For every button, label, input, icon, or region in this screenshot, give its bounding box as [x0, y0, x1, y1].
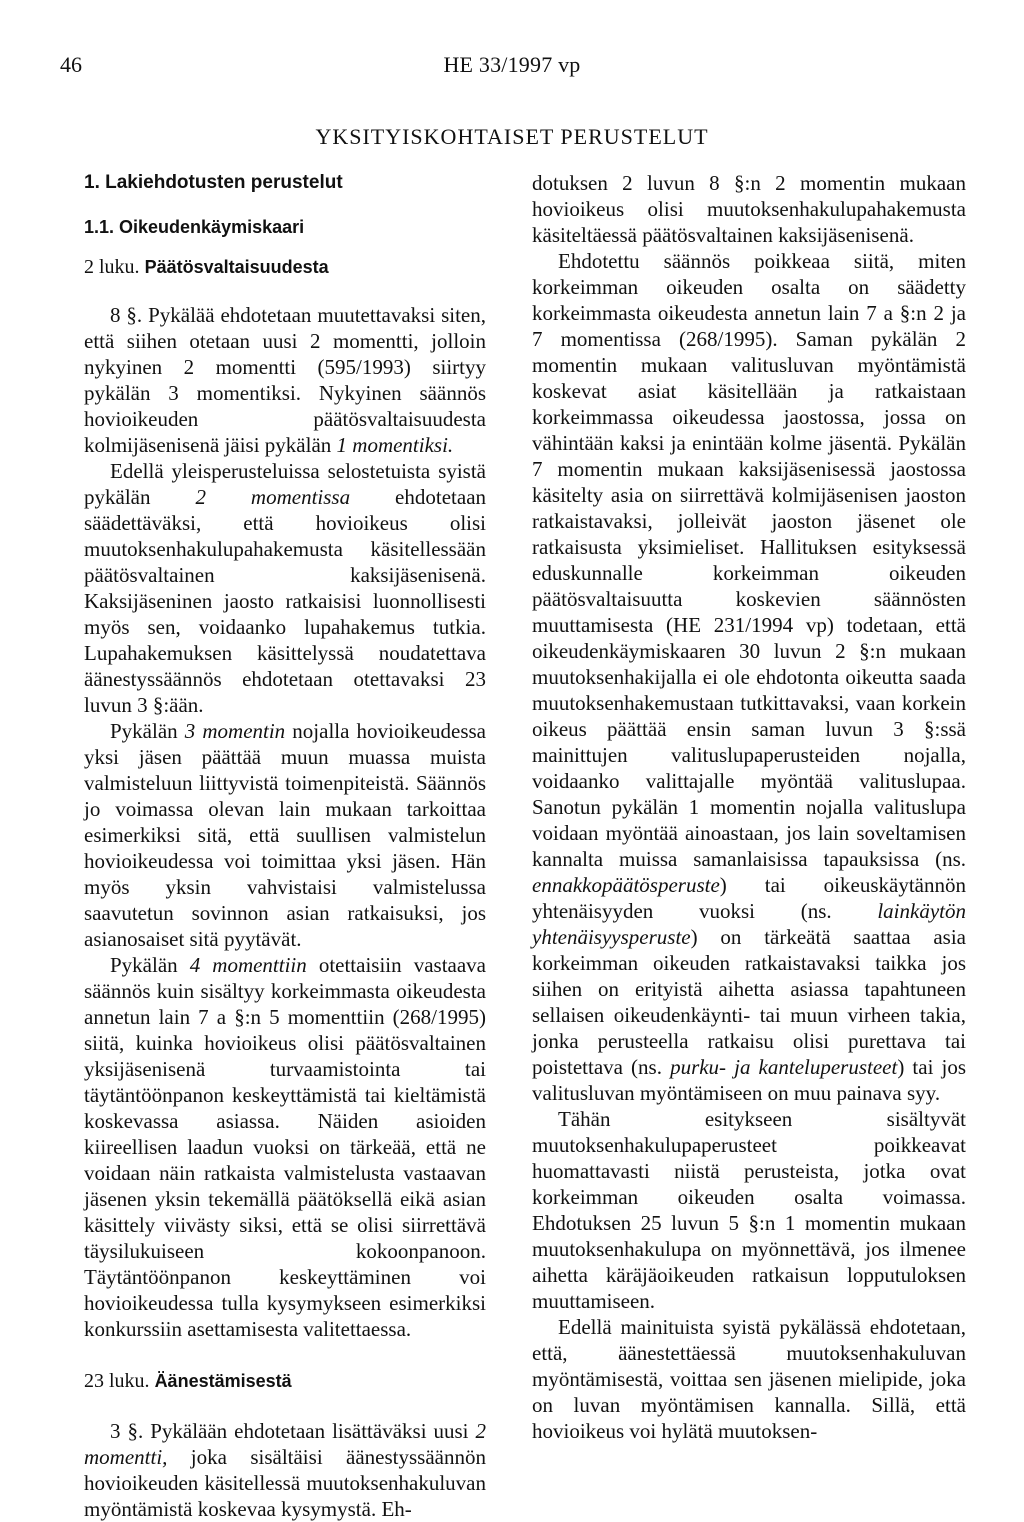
text: 8 §. Pykälää ehdotetaan muutettavaksi siten, että siihen otetaan uusi 2 momentti, jolloin nykyinen 2 momentti (595/1993) siirtyy pykälän 3 momentiksi. Nykyinen säännös hovioikeuden päätösvaltaisuudesta kolmijäsenisenä jäisi pykälän	[84, 303, 486, 457]
paragraph-aanestaminen: Edellä mainituista syistä pykälässä ehdotetaan, että, äänestettäessä muutoksenhakuluvan myöntämisestä, voittaa sen jäsenen mielipide, joka on luvan myöntämisen kannalla. Sillä, että hovioikeus voi hylätä muutoksen-	[532, 1315, 966, 1443]
text: 3 §. Pykälään ehdotetaan lisättäväksi uusi	[110, 1419, 476, 1443]
paragraph-muutoksenhakulupaperusteet: Tähän esitykseen sisältyvät muutoksenhakulupaperusteet poikkeavat huomattavasti niistä perusteista, jotka ovat korkeimman oikeuden osalta voimassa. Ehdotuksen 25 luvun 5 §:n 1 momentin mukaan muutoksenhakulupa on myönnettävä, jos ilmenee aihetta käräjäoikeuden ratkaisun lopputuloksen muuttamiseen.	[532, 1107, 966, 1313]
italic-text: 1 momentiksi.	[336, 433, 454, 457]
paragraph-8-section	[84, 302, 486, 458]
chapter-23-number: 23 luku.	[84, 1370, 150, 1392]
text: nojalla hovioikeudessa yksi jäsen päättää muun muassa muista valmisteluun liittyvistä toimenpiteistä. Säännös jo voimassa olevan lain mukaan tarkoittaa esimerkiksi sitä, että suullisen valmistelun hovioikeudessa voi toimittaa yksi jäsen. Hän myös yksin vahvistaisi valmistelussa saavutetun sovinnon asian ratkaisuksi, jos asianosaiset sitä pyytävät.	[84, 719, 487, 951]
paragraph-3-section	[84, 1418, 486, 1522]
paragraph-korkein-oikeus	[532, 248, 966, 1106]
italic-text: 2 momentti,	[84, 1419, 486, 1469]
running-title: HE 33/1997 vp	[443, 52, 581, 77]
text: Pykälän	[110, 719, 185, 743]
italic-text: ennakkopäätösperuste	[532, 873, 720, 897]
right-column	[532, 170, 966, 1444]
text: Pykälän	[110, 953, 190, 977]
italic-text: lainkäytön yhtenäisyysperuste	[532, 899, 966, 949]
heading-chapter-2	[84, 254, 486, 280]
text: otettaisiin vastaava säännös kuin sisältyy korkeimmasta oikeudesta annetun lain 7 a §:n 5 momenttiin (268/1995) siitä, kuinka hovioikeus olisi päätösvaltainen yksijäsenisenä turvaamistointa tai täytäntöönpanon keskeyttämistä tai kieltämistä koskevassa asiassa. Näiden asioiden kiireellisen laadun vuoksi on tärkeää, että ne voidaan näin ratkaista valmistelusta vastaavan jäsenen yksin tekemällä päätöksellä eikä asian käsittely viivästy siksi, että se olisi siirrettävä täysilukuiseen kokoonpanoon. Täytäntöönpanon keskeyttäminen voi hovioikeudessa tulla kysymykseen esimerkiksi konkurssiin asettamisesta valitettaessa.	[84, 953, 486, 1341]
paragraph-continuation: dotuksen 2 luvun 8 §:n 2 momentin mukaan hovioikeus olisi muutoksenhakulupahakemusta käsiteltäessä päätösvaltainen kaksijäsenisenä.	[532, 171, 966, 247]
chapter-2-title: Päätösvaltaisuudesta	[144, 257, 329, 277]
text: Ehdotettu säännös poikkeaa siitä, miten korkeimman oikeuden osalta on säädetty korkeimmasta oikeudesta annetun lain 7 a §:n 2 ja 7 momentissa (268/1995). Saman pykälän 2 momentin mukaan valitusluvan myöntämistä koskevat asiat käsitellään ja ratkaistaan korkeimmassa oikeudessa jaostossa, jossa on vähintään kaksi ja enintään kolme jäsentä. Pykälän 7 momentin mukaan kaksijäsenisessä jaostossa käsitelty asia on siirrettävä kolmijäsenisen jaoston ratkaistavaksi, jolleivät jaoston jäsenet ole ratkaisusta yksimieliset. Hallituksen esityksessä eduskunnalle korkeimman oikeuden päätösvaltaisuutta koskevien säännösten muuttamisesta (HE 231/1994 vp) todetaan, että oikeudenkäymiskaaren 30 luvun 2 §:n mukaan muutoksenhakijalla ei ole ehdotonta oikeutta saada muutoksenhakemustaan tutkittavaksi, vaan korkein oikeus päättää ensin saman luvun 3 §:ssä mainittujen valituslupaperusteiden nojalla, voidaanko valittajalle myöntää valituslupaa. Sanotun pykälän 1 momentin nojalla valituslupa voidaan myöntää ainoastaan, jos lain soveltamisen kannalta muissa samanlaisissa tapauksissa (ns.	[532, 249, 966, 871]
paragraph-3-momentti	[84, 718, 486, 952]
heading-chapter-23	[84, 1368, 486, 1394]
italic-text: 4 momenttiin	[189, 953, 307, 977]
left-column	[84, 170, 486, 1522]
text: ) on tärkeätä saattaa asia korkeimman oikeuden ratkaistavaksi taikka jos siihen on erityistä aihetta asiassa tapahtuneen sellaisen oikeudenkäynti- tai muun virheen takia, jonka perusteella ratkaisu olisi purettava tai poistettava (ns.	[532, 925, 966, 1079]
chapter-23-title: Äänestämisestä	[154, 1371, 292, 1391]
paragraph-2-momentti	[84, 458, 486, 718]
text: joka sisältäisi äänestyssäännön hovioikeuden käsitellessä muutoksenhakuluvan myöntämistä koskevaa kysymystä. Eh-	[84, 1445, 486, 1521]
section-heading: YKSITYISKOHTAISET PERUSTELUT	[315, 124, 709, 149]
text: ) tai jos valitusluvan myöntämiseen on muu painava syy.	[532, 1055, 967, 1105]
paragraph-4-momentti	[84, 952, 486, 1342]
heading-oikeudenkaymiskaari: 1.1. Oikeudenkäymiskaari	[84, 217, 305, 237]
page-number: 46	[60, 52, 82, 77]
italic-text: 3 momentin	[184, 719, 286, 743]
text: ehdotetaan säädettäväksi, että hovioikeus olisi muutoksenhakulupahakemusta käsitellessään päätösvaltainen kaksijäsenisenä. Kaksijäseninen jaosto ratkaisisi luonnollisesti myös sen, voidaanko lupahakemus tutkia. Lupahakemuksen käsittelyssä noudatettava äänestyssäännös ehdotetaan otettavaksi 23 luvun 3 §:ään.	[84, 485, 487, 717]
italic-text: purku- ja kanteluperusteet	[670, 1055, 898, 1079]
text: ) tai oikeuskäytännön yhtenäisyyden vuoksi (ns.	[532, 873, 966, 923]
italic-text: 2 momentissa	[195, 485, 351, 509]
text: Edellä yleisperusteluissa selostetuista syistä pykälän	[84, 459, 486, 509]
heading-lakiehdotusten-perustelut: 1. Lakiehdotusten perustelut	[84, 172, 343, 193]
chapter-2-number: 2 luku.	[84, 256, 140, 278]
